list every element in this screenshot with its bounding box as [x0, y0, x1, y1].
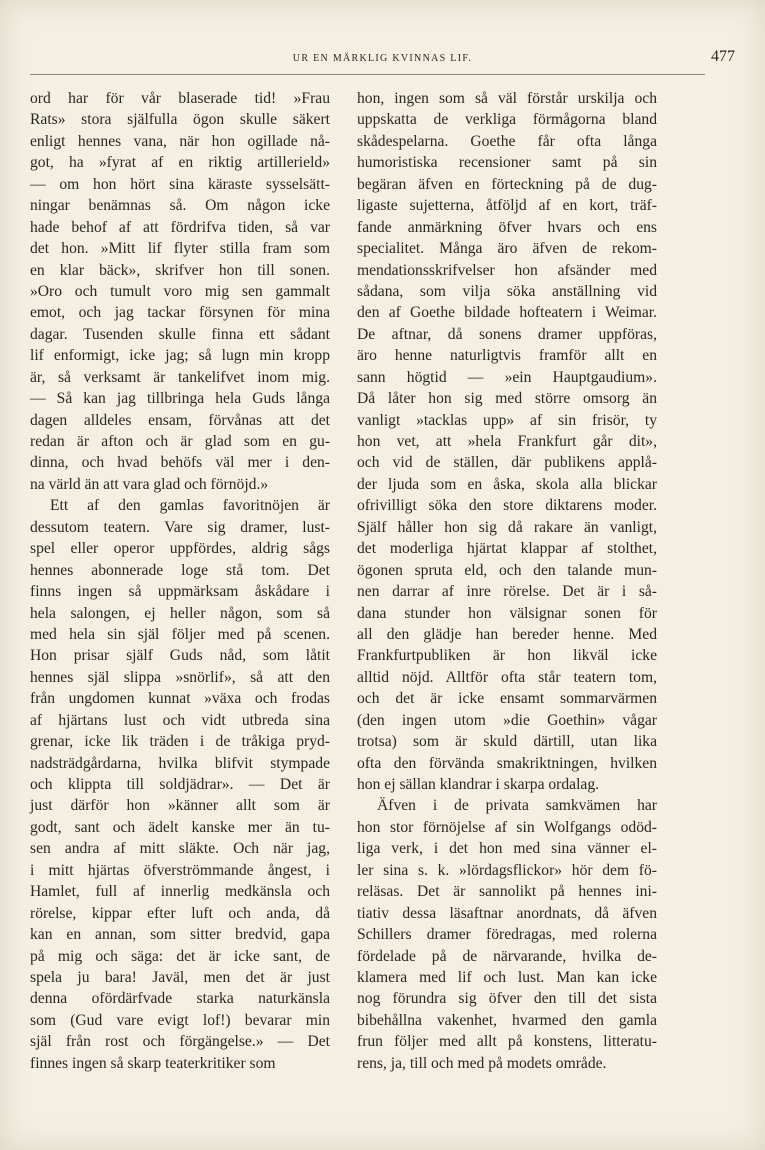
text-line: grenar, icke lik träden i de tråkiga pryd-: [30, 733, 330, 751]
text-line: Då låter hon sig med större omsorg än: [357, 390, 657, 408]
text-line: emot, och jag tackar försynen för mina: [30, 304, 330, 322]
text-line: hon vet, att »hela Frankfurt går dit»,: [357, 433, 657, 450]
header-rule: [30, 74, 705, 75]
text-line: redan är afton och är glad som en gu-: [30, 433, 330, 450]
text-line: och det är icke ensamt sommarvärmen: [357, 690, 657, 708]
text-line: ligaste sujetterna, åtföljd af en kort, träf-: [357, 197, 657, 215]
text-line: rens, ja, till och med på modets område.: [357, 1054, 607, 1072]
text-line: finnes ingen så skarp teaterkritiker som: [30, 1054, 276, 1072]
text-line: ningar benämnas så. Om någon icke: [30, 197, 330, 215]
text-line: dana stunder hon välsignar sonen för: [357, 604, 657, 622]
text-line: fande anmärkning öfver hvars och ens: [357, 218, 657, 236]
running-title: UR EN MÄRKLIG KVINNAS LIF.: [292, 53, 473, 64]
text-line: got, ha »fyrat af en riktig artillerield»: [30, 154, 330, 172]
text-line: specialitet. Många äro äfven de rekom-: [357, 240, 657, 258]
text-line: nadsträdgårdarna, hvilka blifvit stympade: [30, 754, 330, 772]
text-line: dinna, och hvad behöfs väl mer i den-: [30, 454, 330, 472]
text-line: lif enformigt, icke jag; så lugn min kropp: [30, 347, 330, 365]
text-line: klamera med lif och lust. Man kan icke: [357, 968, 657, 986]
text-line: äro henne naturligtvis framför allt en: [357, 347, 657, 365]
text-line: den af Goethe bildade hofteatern i Weimar.: [357, 304, 657, 322]
text-line: (den ingen utom »die Goethin» vågar: [357, 711, 657, 729]
text-line: enligt hennes vana, när hon ogillade nå-: [30, 132, 330, 150]
text-line: med hela sin själ följer med på scenen.: [30, 625, 330, 643]
text-line: trotsa) som är skuld därtill, utan lika: [357, 733, 657, 751]
text-line: som (Gud vare evigt lof!) bevarar min: [30, 1011, 330, 1029]
text-line: hennes abonnerade loge stå tom. Det: [30, 561, 330, 579]
text-line: spela ju bara! Javäl, men det är just: [30, 968, 330, 986]
text-line: »Oro och tumult voro mig sen gammalt: [30, 282, 330, 300]
text-line: dagen alldeles ensam, förvånas att det: [30, 411, 330, 429]
text-line: från ungdomen kunnat »växa och frodas: [30, 690, 330, 708]
text-line: fördelade på de närvarande, hvilka de-: [357, 947, 657, 965]
text-line: dagar. Tusenden skulle finna ett sådant: [30, 325, 330, 343]
text-line: humoristiska recensioner samt på sin: [357, 154, 657, 172]
text-line: och vid de ställen, där publikens applå-: [357, 454, 657, 472]
text-line: nog förundra sig öfver den till det sista: [357, 990, 657, 1008]
text-line: Rats» stora själfulla ögon skulle säkert: [30, 111, 330, 129]
page-number: 477: [711, 48, 735, 65]
text-line: själ från rost och förgängelse.» — Det: [30, 1033, 330, 1051]
text-line: spel eller operor uppfördes, aldrig sågs: [30, 540, 330, 558]
text-line: bibehållna vakenhet, hvarmed den gamla: [357, 1011, 657, 1029]
text-line: i mitt hjärtas öfverströmmande ångest, i: [30, 861, 330, 879]
text-line: på mig och säga: det är icke sant, de: [30, 947, 330, 965]
text-line: Schillers dramer föredragas, med rolerna: [357, 926, 657, 944]
text-line: mendationsskrifvelser hon afsänder med: [357, 261, 657, 279]
text-line: hela salongen, ej heller någon, som så: [30, 604, 330, 622]
text-line: och klippta till soldjädrar». — Det är: [30, 776, 330, 793]
text-line: ord har för vår blaserade tid! »Frau: [30, 90, 330, 107]
text-line: tiativ dessa läsaftnar anordnats, då äfven: [357, 904, 657, 922]
text-line: finns ingen så uppmärksam åskådare i: [30, 583, 330, 601]
text-line: — Så kan jag tillbringa hela Guds långa: [30, 390, 330, 408]
text-line: hade behof af att fördrifva tiden, så var: [30, 218, 330, 236]
page-header: [30, 50, 735, 80]
text-line: frun följer med allt på konstens, litteratu-: [357, 1033, 657, 1051]
text-line: en klar bäck», skrifver hon till sonen.: [30, 261, 330, 279]
text-line: reläsas. Det är sannolikt på hennes ini-: [357, 883, 657, 901]
right-column: [357, 88, 657, 1074]
text-line: sann högtid — »ein Hauptgaudium».: [357, 368, 657, 386]
text-line: det hon. »Mitt lif flyter stilla fram som: [30, 240, 330, 258]
text-line: hon, ingen som så väl förstår urskilja och: [357, 90, 657, 107]
text-line: Äfven i de privata samkvämen har: [377, 797, 657, 815]
text-line: Frankfurtpubliken är hon likväl icke: [357, 647, 657, 665]
text-line: sen andra af mitt släkte. Och när jag,: [30, 840, 330, 858]
text-line: ögonen spruta eld, och den talande mun-: [357, 561, 657, 579]
text-line: liga verk, i det hon med sina vänner el-: [357, 840, 657, 858]
text-line: begäran äfven en förteckning på de dug-: [357, 175, 657, 193]
text-line: skådespelarna. Goethe får ofta långa: [357, 132, 657, 150]
text-line: hon stor förnöjelse af sin Wolfgangs odöd-: [357, 818, 657, 836]
text-line: Hon prisar själf Guds nåd, som låtit: [30, 647, 330, 665]
text-line: godt, sant och ädelt kanske mer än tu-: [30, 818, 330, 836]
text-line: alltid nöjd. Alltför ofta står teatern tom,: [357, 668, 657, 686]
text-line: denna ofördärfvade starka naturkänsla: [30, 990, 330, 1008]
text-line: det moderliga hjärtat klappar af stolthet,: [357, 540, 657, 558]
text-line: är, så verksamt är tankelifvet inom mig.: [30, 368, 330, 386]
text-line: kan en annan, som sitter bredvid, gapa: [30, 926, 330, 944]
text-line: vanligt »tacklas upp» af sin frisör, ty: [357, 411, 657, 429]
text-line: Ett af den gamlas favoritnöjen är: [50, 497, 330, 515]
text-line: Själf håller hon sig då rakare än vanligt,: [357, 518, 657, 536]
text-line: nen darrar af inre rörelse. Det är i så-: [357, 583, 657, 601]
text-line: just därför hon »känner allt som är: [30, 797, 330, 815]
text-line: De aftnar, då sonens dramer uppföras,: [357, 325, 657, 343]
text-line: sådana, som vilja söka anställning vid: [357, 282, 657, 300]
text-line: ler sina s. k. »lördagsflickor» hör dem fö-: [357, 861, 657, 879]
text-line: af hjärtans lust och vidt utbreda sina: [30, 711, 330, 729]
text-line: der ljuda som en åska, skola alla blickar: [357, 475, 657, 493]
text-line: ofrivilligt söka den store diktarens moder.: [357, 497, 657, 515]
text-line: hon ej sällan klandrar i skarpa ordalag.: [357, 776, 600, 793]
text-line: Hamlet, full af innerlig medkänsla och: [30, 883, 330, 901]
text-line: — om hon hört sina käraste sysselsätt-: [30, 175, 330, 193]
text-line: all den glädje han bereder henne. Med: [357, 625, 657, 643]
text-line: rörelse, kippar efter luft och anda, då: [30, 904, 330, 922]
left-column: [30, 88, 330, 1074]
text-line: na värld än att vara glad och förnöjd.»: [30, 475, 269, 493]
text-line: hennes själ slippa »snörlif», så att den: [30, 668, 330, 686]
text-line: dessutom teatern. Vare sig dramer, lust-: [30, 518, 330, 536]
text-line: ofta den förvända smakriktningen, hvilken: [357, 754, 657, 772]
text-line: uppskatta de verkliga förmågorna bland: [357, 111, 657, 129]
